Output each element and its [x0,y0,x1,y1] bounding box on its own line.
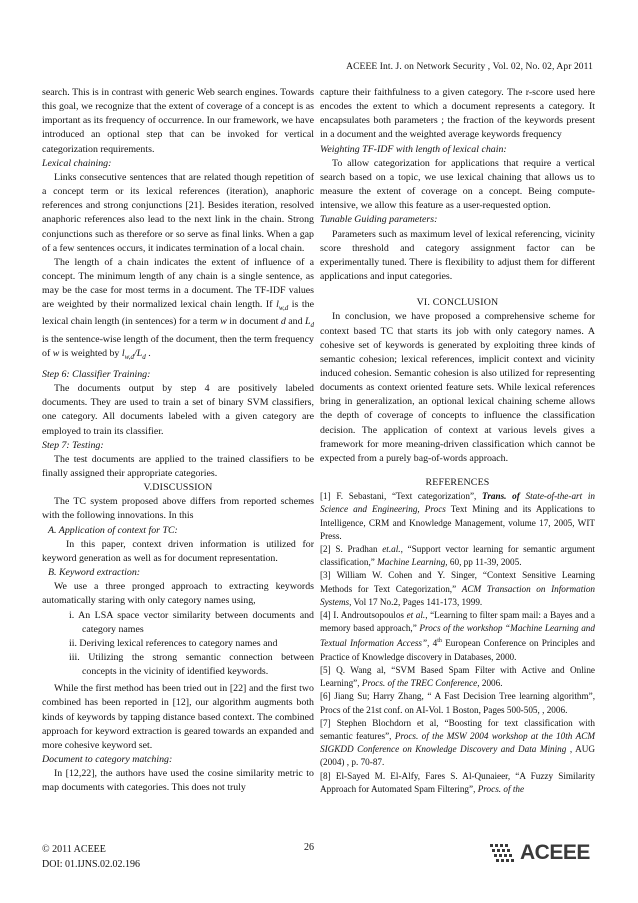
subheading-a: A. Application of context for TC: [48,524,178,536]
reference-item: [4] I. Androutsopoulos et al., “Learning to filter spam mail: a Bayes and a memory based approach,” Procs of the workshop “Machine Learning and Textual Information Access”, 4th European Conference on Principles and Practice of Knowledge discovery in Databases, 2000. [320,610,596,662]
reference-item: [3] William W. Cohen and Y. Singer, “Context Sensitive Learning Methods for Text Categorization,” ACM Transaction on Information Systems, Vol 17 No.2, Pages 141-173, 1999. [320,570,596,607]
reference-item: [8] El-Sayed M. El-Alfy, Fares S. Al-Qunaieer, “A Fuzzy Similarity Approach for Automated Spam Filtering”, Procs. of the [320,770,595,794]
aceee-logo-icon [488,841,518,865]
left-paragraph: Links consecutive sentences that are related though repetition of a concept term or its lexical references (iteration), anaphoric references and strong conjunctions [21]. Besides iteration, resolved anaphoric references also lead to the next link in the chain. Strong conjunctions such as therefore or so serve as final links. When a gap of a few sentences occurs, it indicates termination of a local chain. [42,171,314,254]
subheading-b: B. Keyword extraction: [48,567,141,579]
reference-list [320,490,595,796]
right-paragraph: In conclusion, we have proposed a comprehensive scheme for context based TC that starts its job with only category names. A cohesive set of keywords is generated by exploiting three kinds of semantic cohesion; lexical references, implicit context and vicinity induced cohesion. Semantic cohesion is also utilized for representing documents as context oriented feature sets. While lexical references bring in generalization, an optional lexical chaining scheme allows the depth of coverage of concepts to influence the classification decision. The application of context at various levels gives a framework for more meaning-driven classification which cannot be expected from a purely bag-of-words approach. [320,311,595,464]
subheading-step6: Step 6: Classifier Training: [42,368,151,380]
left-paragraph: We use a three pronged approach to extracting keywords automatically staring with only category names using, [42,581,314,607]
left-paragraph: The documents output by step 4 are positively labeled documents. They are used to train a set of binary SVM classifiers, one category. All documents labeled with a given category are employed to train its classifier. [42,383,314,437]
list-item: i. An LSA space vector similarity between documents and category names [69,609,314,635]
section-heading-conclusion: VI. CONCLUSION [416,297,499,309]
left-paragraph: While the first method has been tried out in [22] and the first two combined has been reported in [12], our algorithm augments both kinds of keywords by tapping distance based context. The combined approach for keyword extraction is geared towards an expanded and more cohesive keyword set. [42,683,314,751]
list-item: ii. Deriving lexical references to category names and [69,637,278,649]
page-number: 26 [304,842,314,853]
subheading-document-matching: Document to category matching: [42,754,173,766]
reference-item: [1] F. Sebastani, “Text categorization”, Trans. of State-of-the-art in Science and Engineering, Procs Text Mining and its Applications to Intelligence, CRM and Knowledge Management, volume 17, 2005, WIT Press. [320,491,596,541]
subheading-weighting: Weighting TF-IDF with length of lexical chain: [320,143,507,155]
footer-left [42,842,140,872]
reference-item: [2] S. Pradhan et.al., “Support vector learning for semantic argument classification,” Machine Learning, 60, pp 11-39, 2005. [320,544,595,568]
right-column [320,86,595,796]
left-paragraph: search. This is in contrast with generic Web search engines. Towards this goal, we recognize that the extent of coverage of a concept is as important as its frequency of occurrence. In our framework, we have introduced an optional step that can be invoked for vertical categorization requirements. [42,87,314,155]
list-item: iii. Utilizing the strong semantic connection between concepts in the vicinity of identified keywords. [69,652,314,678]
reference-item: [5] Q. Wang al, “SVM Based Spam Filter with Active and Online Learning”, Procs. of the TREC Conference, 2006. [320,664,595,689]
left-paragraph: In [12,22], the authors have used the cosine similarity metric to map documents with categories. This does not truly [42,768,314,794]
running-head: ACEEE Int. J. on Network Security , Vol. 02, No. 02, Apr 2011 [346,62,593,72]
logo-wordmark: ACEEE [520,841,590,864]
section-heading-references: REFERENCES [425,477,490,489]
right-paragraph: Parameters such as maximum level of lexical referencing, vicinity score threshold and category assignment factor can be experimentally tuned. There is flexibility to adjust them for different applications and input categories. [320,228,595,283]
right-paragraph: capture their faithfulness to a given category. The r-score used here encodes the extent to which a document represents a category. It encapsulates both parameters ; the fraction of the keywords present in a document and the weighted average keywords frequency [320,87,595,141]
left-paragraph: The test documents are applied to the trained classifiers to be finally assigned their appropriate categories. [42,453,314,479]
reference-item: [7] Stephen Blochdorn et al, “Boosting for text classification with semantic features”, Procs. of the MSW 2004 workshop at the 10th ACM SIGKDD Conference on Knowledge Discovery and Data Mining , AUG (2004) , p. 70-87. [320,717,596,768]
doi: DOI: 01.IJNS.02.02.196 [42,859,141,870]
section-heading-discussion: V.DISCUSSION [143,482,213,494]
subheading-step7: Step 7: Testing: [42,439,104,451]
reference-item: [6] Jiang Su; Harry Zhang, “ A Fast Decision Tree learning algorithm”, Procs of the 21st conf. on AI-Vol. 1 Boston, Pages 500-505, , 2006. [320,691,595,715]
aceee-logo [488,840,590,866]
subheading-tunable: Tunable Guiding parameters: [320,214,438,226]
left-paragraph: The TC system proposed above differs from reported schemes with the following innovations. In this [42,496,314,522]
left-paragraph-chain-length: The length of a chain indicates the extent of influence of a concept. The minimum length of any chain is a single sentence, as may be the case for most terms in a document. The TF-IDF values are weighted by their normalized lexical chain length. If $l_{w,d}$ is the lexical chain length (in sentences) for a term w in document d and $L_d$ is the sentence-wise length of the document, then the term frequency of w is weighted by $l_{w,d}/L_d$ . [42,256,314,361]
left-column [42,86,314,796]
keyword-method-list [42,609,314,680]
left-paragraph: In this paper, context driven information is utilized for keyword generation as well as for document representation. [42,538,314,564]
copyright: © 2011 ACEEE [42,844,106,855]
right-paragraph: To allow categorization for applications that require a vertical search based on a topic, we use lexical chaining that allows us to measure the extent of coverage on a concept. Being compute-intensive, we allow this feature as a user-requested option. [320,157,595,212]
subheading-lexical-chaining: Lexical chaining: [42,157,112,169]
